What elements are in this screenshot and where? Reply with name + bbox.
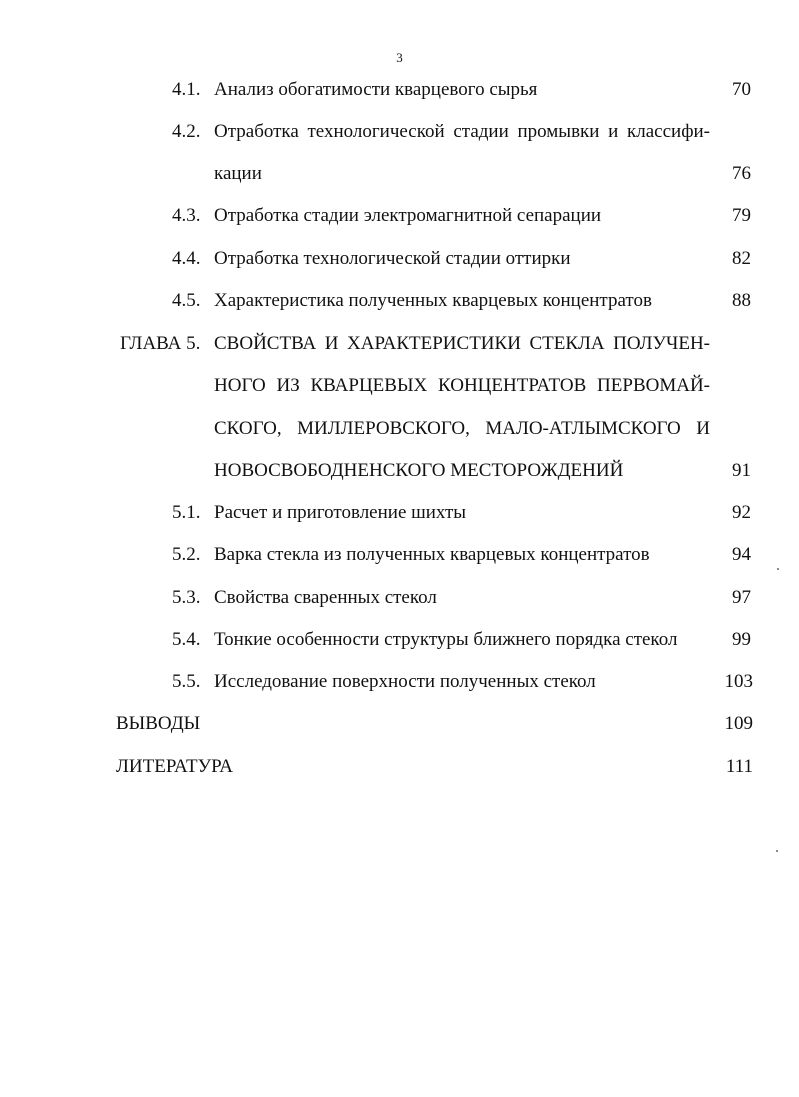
section-title: Варка стекла из полученных кварцевых концентратов bbox=[214, 544, 650, 565]
section-number: 5.4. bbox=[172, 629, 201, 650]
page-ref: 82 bbox=[732, 248, 751, 269]
scan-speck bbox=[776, 850, 778, 852]
section-number: 5.2. bbox=[172, 544, 201, 565]
chapter-label: ГЛАВА 5. bbox=[120, 333, 201, 354]
section-title: Исследование поверхности полученных стекол bbox=[214, 671, 596, 692]
section-number: 4.1. bbox=[172, 79, 201, 100]
page-ref: 76 bbox=[732, 163, 751, 184]
page-ref: 79 bbox=[732, 205, 751, 226]
page-ref: 70 bbox=[732, 79, 751, 100]
section-number: 4.5. bbox=[172, 290, 201, 311]
page-ref: 91 bbox=[732, 460, 751, 481]
page-ref: 97 bbox=[732, 587, 751, 608]
page-number: 3 bbox=[396, 50, 403, 65]
section-title: Расчет и приготовление шихты bbox=[214, 502, 467, 523]
page-ref: 99 bbox=[732, 629, 751, 650]
chapter-title-line3: СКОГО, МИЛЛЕРОВСКОГО, МАЛО-АТЛЫМСКОГО И bbox=[214, 418, 710, 439]
chapter-title-line4: НОВОСВОБОДНЕНСКОГО МЕСТОРОЖДЕНИЙ bbox=[214, 460, 624, 481]
conclusions-title: ВЫВОДЫ bbox=[116, 713, 201, 734]
section-title: Свойства сваренных стекол bbox=[214, 587, 437, 608]
page-ref: 88 bbox=[732, 290, 751, 311]
page-ref: 94 bbox=[732, 544, 751, 565]
section-number: 5.3. bbox=[172, 587, 201, 608]
chapter-title-line1: СВОЙСТВА И ХАРАКТЕРИСТИКИ СТЕКЛА ПОЛУЧЕН- bbox=[214, 333, 710, 354]
section-number: 4.3. bbox=[172, 205, 201, 226]
literature-title: ЛИТЕРАТУРА bbox=[116, 756, 233, 777]
section-title-line2: кации bbox=[214, 163, 262, 184]
section-title: Отработка технологической стадии оттирки bbox=[214, 248, 571, 269]
section-title: Характеристика полученных кварцевых концентратов bbox=[214, 290, 652, 311]
page-ref: 109 bbox=[724, 713, 753, 734]
page-ref: 103 bbox=[724, 671, 753, 692]
scan-speck bbox=[777, 568, 779, 570]
section-title-line1: Отработка технологической стадии промывки и классифи- bbox=[214, 121, 710, 142]
page-ref: 92 bbox=[732, 502, 751, 523]
section-number: 4.4. bbox=[172, 248, 201, 269]
section-title: Анализ обогатимости кварцевого сырья bbox=[214, 79, 538, 100]
page-ref: 111 bbox=[725, 756, 753, 777]
section-number: 4.2. bbox=[172, 121, 201, 142]
chapter-title-line2: НОГО ИЗ КВАРЦЕВЫХ КОНЦЕНТРАТОВ ПЕРВОМАЙ- bbox=[214, 375, 710, 396]
section-title: Отработка стадии электромагнитной сепарации bbox=[214, 205, 602, 226]
section-number: 5.5. bbox=[172, 671, 201, 692]
section-title: Тонкие особенности структуры ближнего порядка стекол bbox=[214, 629, 678, 650]
section-number: 5.1. bbox=[172, 502, 201, 523]
